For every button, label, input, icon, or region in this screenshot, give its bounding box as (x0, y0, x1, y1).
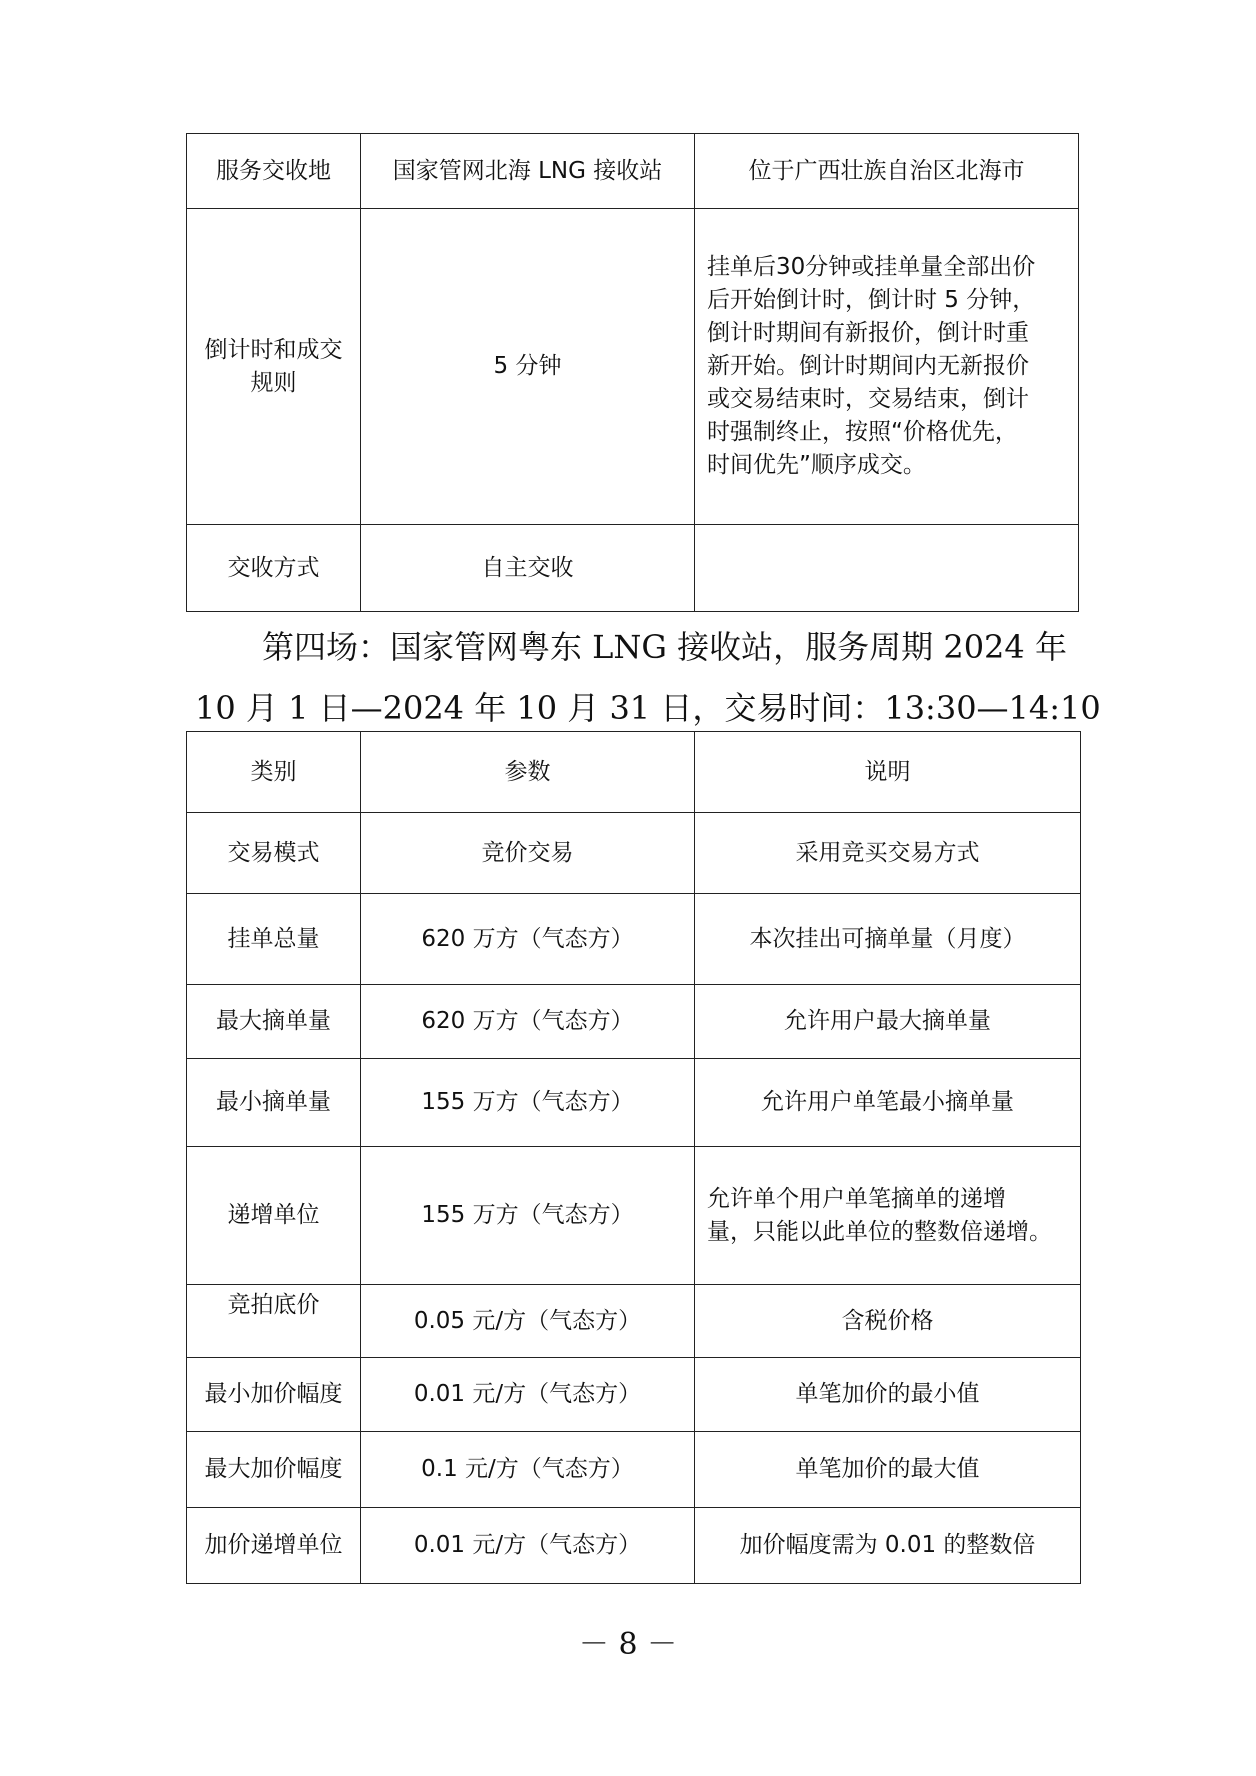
description-line: 倒计时期间有新报价，倒计时重 (707, 320, 1029, 346)
category-cell (187, 209, 361, 525)
category-cell: 服务交收地 (187, 134, 361, 209)
category-line: 规则 (250, 369, 297, 396)
parameter-cell: 竞价交易 (361, 813, 695, 894)
parameter-cell: 0.01 元/方（气态方） (361, 1358, 695, 1432)
category-cell: 挂单总量 (187, 894, 361, 985)
description-cell (695, 1147, 1081, 1285)
parameter-cell: 155 万方（气态方） (361, 1147, 695, 1285)
description-cell: 采用竞买交易方式 (695, 813, 1081, 894)
parameter-cell: 自主交收 (361, 525, 695, 612)
table-row (187, 1147, 1081, 1285)
table-row (187, 1432, 1081, 1508)
page-number: － 8 － (578, 1627, 678, 1662)
description-cell (695, 209, 1079, 525)
table-row (187, 894, 1081, 985)
category-cell: 交收方式 (187, 525, 361, 612)
description-cell: 位于广西壮族自治区北海市 (695, 134, 1079, 209)
description-cell: 允许用户最大摘单量 (695, 985, 1081, 1059)
category-line: 倒计时和成交 (204, 336, 343, 363)
table-row-delivery-location (187, 134, 1079, 209)
table-header-row (187, 732, 1081, 813)
category-cell: 最大摘单量 (187, 985, 361, 1059)
header-category: 类别 (187, 732, 361, 813)
category-cell: 交易模式 (187, 813, 361, 894)
header-parameter: 参数 (361, 732, 695, 813)
description-cell: 允许用户单笔最小摘单量 (695, 1059, 1081, 1147)
category-cell: 最小摘单量 (187, 1059, 361, 1147)
description-line: 后开始倒计时，倒计时 5 分钟， (707, 287, 1036, 313)
parameter-cell: 155 万方（气态方） (361, 1059, 695, 1147)
description-line: 时强制终止，按照“价格优先， (707, 419, 1018, 445)
category-cell: 竞拍底价 (187, 1285, 361, 1358)
category-cell: 最小加价幅度 (187, 1358, 361, 1432)
description-cell: 单笔加价的最小值 (695, 1358, 1081, 1432)
session-intro-line-2: 10 月 1 日—2024 年 10 月 31 日，交易时间：13:30—14:10 (195, 689, 1101, 727)
table-row (187, 1508, 1081, 1584)
parameter-cell: 国家管网北海 LNG 接收站 (361, 134, 695, 209)
description-cell: 单笔加价的最大值 (695, 1432, 1081, 1508)
description-cell (695, 525, 1079, 612)
session-intro-line-1: 第四场：国家管网粤东 LNG 接收站，服务周期 2024 年 (262, 628, 1067, 666)
table-row-countdown-rules (187, 209, 1079, 525)
description-line: 新开始。倒计时期间内无新报价 (707, 353, 1029, 379)
description-line: 挂单后30分钟或挂单量全部出价 (707, 254, 1036, 280)
description-cell: 含税价格 (695, 1285, 1081, 1358)
category-cell: 递增单位 (187, 1147, 361, 1285)
table-row (187, 813, 1081, 894)
category-cell: 最大加价幅度 (187, 1432, 361, 1508)
description-line: 时间优先”顺序成交。 (707, 452, 926, 478)
description-line: 允许单个用户单笔摘单的递增 (707, 1185, 1006, 1212)
parameter-cell: 620 万方（气态方） (361, 894, 695, 985)
description-cell: 本次挂出可摘单量（月度） (695, 894, 1081, 985)
description-cell: 加价幅度需为 0.01 的整数倍 (695, 1508, 1081, 1584)
table-row (187, 1059, 1081, 1147)
description-line: 量，只能以此单位的整数倍递增。 (707, 1218, 1052, 1245)
description-line: 或交易结束时，交易结束，倒计 (707, 386, 1029, 412)
category-cell: 加价递增单位 (187, 1508, 361, 1584)
parameter-cell: 0.01 元/方（气态方） (361, 1508, 695, 1584)
parameter-cell: 0.1 元/方（气态方） (361, 1432, 695, 1508)
parameter-cell: 620 万方（气态方） (361, 985, 695, 1059)
session4-parameter-table (186, 731, 1081, 1584)
table-row (187, 1358, 1081, 1432)
parameter-cell: 0.05 元/方（气态方） (361, 1285, 695, 1358)
session3-table-continued (186, 133, 1079, 612)
table-row (187, 1285, 1081, 1358)
table-row-delivery-method (187, 525, 1079, 612)
header-description: 说明 (695, 732, 1081, 813)
parameter-cell: 5 分钟 (361, 209, 695, 525)
table-row (187, 985, 1081, 1059)
